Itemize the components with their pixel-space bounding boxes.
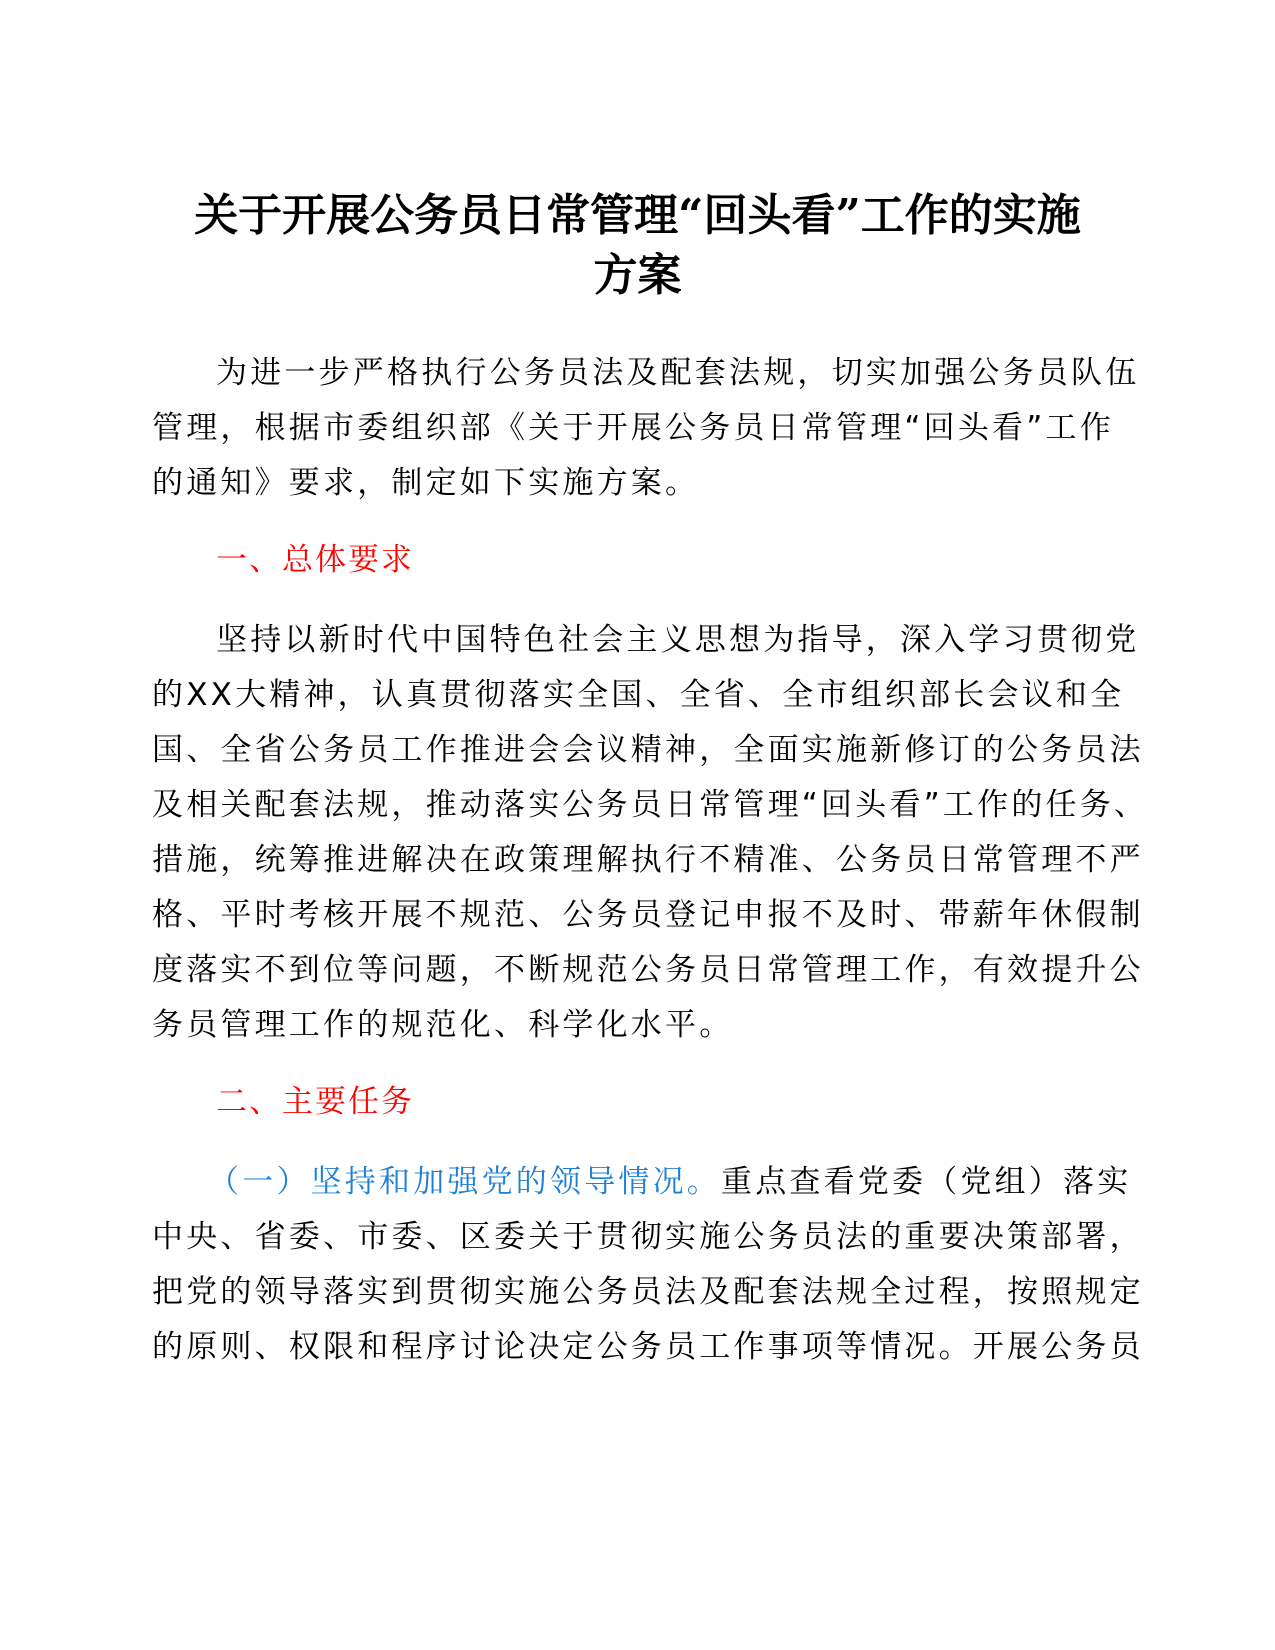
- subsection-1-heading: （一）坚持和加强党的领导情况。: [208, 1164, 721, 1200]
- section-1-heading: 一、总体要求: [216, 542, 414, 578]
- document-title-line-2: 方案: [593, 250, 682, 301]
- section-1-line-8: 务员管理工作的规范化、科学化水平。: [152, 1007, 734, 1043]
- subsection-1-first-line-text: 重点查看党委（党组）落实: [721, 1164, 1132, 1200]
- section-1-line-5: 措施，统筹推进解决在政策理解执行不精准、公务员日常管理不严: [152, 842, 1144, 878]
- section-2-sub-1-line-2: 中央、省委、市委、区委关于贯彻实施公务员法的重要决策部署，: [152, 1219, 1144, 1255]
- intro-line-2: 管理，根据市委组织部《关于开展公务员日常管理“回头看”工作: [152, 410, 1114, 446]
- document-title-line-1: 关于开展公务员日常管理“回头看”工作的实施: [194, 190, 1081, 241]
- section-1-line-6: 格、平时考核开展不规范、公务员登记申报不及时、带薪年休假制: [152, 897, 1144, 933]
- section-1-line-7: 度落实不到位等问题，不断规范公务员日常管理工作，有效提升公: [152, 952, 1144, 988]
- intro-line-1: 为进一步严格执行公务员法及配套法规，切实加强公务员队伍: [216, 355, 1140, 391]
- section-2-sub-1-first-line: [208, 1162, 1132, 1202]
- section-1-line-3: 国、全省公务员工作推进会会议精神，全面实施新修订的公务员法: [152, 732, 1144, 768]
- section-1-line-4: 及相关配套法规，推动落实公务员日常管理“回头看”工作的任务、: [152, 787, 1149, 823]
- section-1-line-1: 坚持以新时代中国特色社会主义思想为指导，深入学习贯彻党: [216, 622, 1140, 658]
- intro-line-3: 的通知》要求，制定如下实施方案。: [152, 465, 700, 501]
- section-2-sub-1-line-3: 把党的领导落实到贯彻实施公务员法及配套法规全过程，按照规定: [152, 1274, 1144, 1310]
- section-1-line-2: 的XX大精神，认真贯彻落实全国、全省、全市组织部长会议和全: [152, 677, 1125, 713]
- section-2-heading: 二、主要任务: [216, 1084, 414, 1120]
- section-2-sub-1-line-4: 的原则、权限和程序讨论决定公务员工作事项等情况。开展公务员: [152, 1329, 1144, 1365]
